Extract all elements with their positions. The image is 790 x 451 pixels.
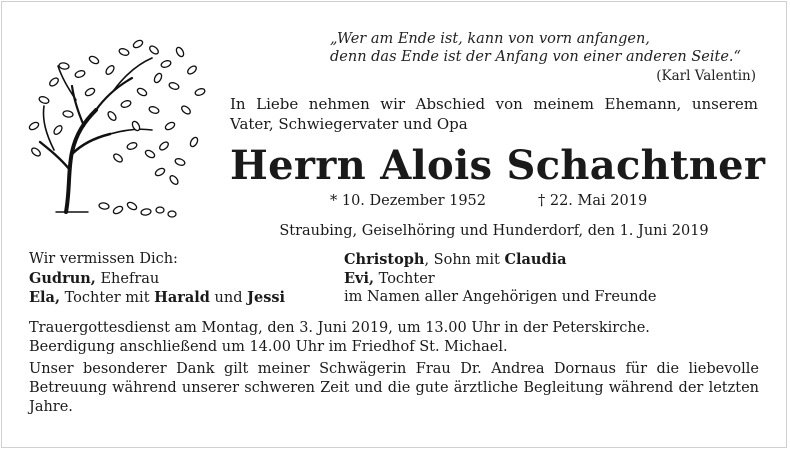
mourner-row (29, 288, 285, 307)
mourner-relation: Ehefrau (95, 271, 160, 287)
mourner-relation: Tochter (374, 271, 435, 287)
place-and-date: Straubing, Geiselhöring und Hunderdorf, den 1. Juni 2019 (279, 223, 709, 239)
mourner-connector: und (209, 290, 248, 306)
mourners-left (29, 250, 285, 307)
intro-text: In Liebe nehmen wir Abschied von meinem Ehemann, unserem Vater, Schwiegervater und Opa (230, 95, 758, 133)
death-date: † 22. Mai 2019 (538, 193, 648, 209)
mourner-row (344, 269, 656, 288)
mourners-heading: Wir vermissen Dich: (29, 251, 178, 267)
mourner-name: Harald (154, 289, 210, 306)
windblown-tree-icon (14, 30, 214, 230)
thanks-text: Unser besonderer Dank gilt meiner Schwägerin Frau Dr. Andrea Dornaus für die liebevolle Betreuung während unserer schweren Zeit und die gute ärztliche Begleitung während der letzten Jahre. (29, 361, 759, 415)
service-line-1: Trauergottesdienst am Montag, den 3. Juni 2019, um 13.00 Uhr in der Peterskirche. (29, 320, 650, 336)
service-info (29, 319, 759, 357)
birth-date: * 10. Dezember 1952 (330, 193, 487, 209)
mourner-row (29, 269, 285, 288)
quote-line-2: denn das Ende ist der Anfang von einer anderen Seite.“ (330, 49, 741, 65)
mourner-relation: Tochter mit (60, 290, 155, 306)
mourner-relation: , Sohn mit (424, 252, 505, 268)
mourner-name: Jessi (247, 289, 286, 306)
mourners-closing: im Namen aller Angehörigen und Freunde (344, 289, 657, 305)
quote-line-1: „Wer am Ende ist, kann von vorn anfangen, (330, 31, 650, 47)
mourners-right (344, 250, 656, 307)
mourner-name: Claudia (504, 251, 567, 268)
mourner-name: Gudrun, (29, 270, 96, 287)
mourner-name: Ela, (29, 289, 61, 306)
quote (330, 30, 756, 85)
quote-author: (Karl Valentin) (656, 68, 756, 84)
mourner-name: Evi, (344, 270, 375, 287)
deceased-name: Herrn Alois Schachtner (230, 142, 766, 189)
service-line-2: Beerdigung anschließend um 14.00 Uhr im Friedhof St. Michael. (29, 339, 508, 355)
mourner-name: Christoph (344, 251, 425, 268)
mourner-row (344, 250, 656, 269)
